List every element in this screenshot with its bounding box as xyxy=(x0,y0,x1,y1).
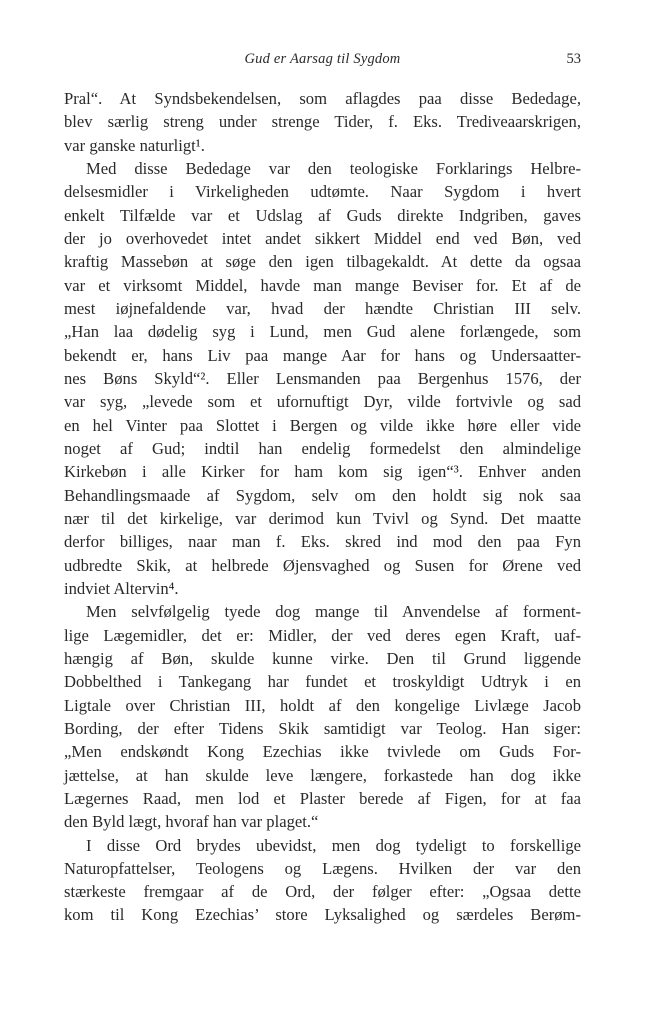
text-line: nes Bøns Skyld“². Eller Lensmanden paa Bergenhus 1576, der xyxy=(64,368,581,388)
text-line: Lægernes Raad, men lod et Plaster berede af Figen, for at faa xyxy=(64,788,581,808)
text-line: „Han laa dødelig syg i Lund, men Gud alene forlængede, som xyxy=(64,322,581,342)
text-line: en hel Vinter paa Slottet i Bergen og vilde ikke høre eller vide xyxy=(64,415,581,435)
text-line: Kirkebøn i alle Kirker for ham kom sig igen“³. Enhver anden xyxy=(64,462,581,482)
text-line: mest iøjnefaldende var, hvad der hændte Christian III selv. xyxy=(64,298,581,318)
text-line: delsesmidler i Virkeligheden udtømte. Naar Sygdom i hvert xyxy=(64,182,581,202)
text-line: der jo overhovedet intet andet sikkert Middel end ved Bøn, ved xyxy=(64,228,581,248)
text-line: stærkeste fremgaar af de Ord, der følger efter: „Ogsaa dette xyxy=(64,882,581,902)
text-line: lige Lægemidler, det er: Midler, der ved deres egen Kraft, uaf- xyxy=(64,625,581,645)
text-line: blev særlig streng under strenge Tider, f. Eks. Trediveaarskrigen, xyxy=(64,112,581,132)
text-line: kraftig Massebøn at søge den igen tilbagekaldt. At dette da ogsaa xyxy=(64,252,581,272)
text-line: noget af Gud; indtil han endelig formedelst den almindelige xyxy=(64,438,581,458)
text-line: „Men endskøndt Kong Ezechias ikke tvivlede om Guds For- xyxy=(64,742,581,762)
text-line: indviet Altervin⁴. xyxy=(64,578,179,598)
text-line: Men selvfølgelig tyede dog mange til Anvendelse af forment- xyxy=(86,602,581,622)
running-head xyxy=(64,51,581,71)
text-line: var syg, „levede som et ufornuftigt Dyr, vilde fortvivle og sad xyxy=(64,392,581,412)
text-line: Dobbelthed i Tankegang har fundet et troskyldigt Udtryk i en xyxy=(64,672,581,692)
page-number: 53 xyxy=(566,51,581,67)
text-line: derfor billiges, naar man f. Eks. skred ind mod den paa Fyn xyxy=(64,532,581,552)
text-line: Behandlingsmaade af Sygdom, selv om den holdt sig nok saa xyxy=(64,485,581,505)
text-line: jættelse, at han skulde leve længere, forkastede han dog ikke xyxy=(64,765,581,785)
text-line: var et virksomt Middel, havde man mange Beviser for. Et af de xyxy=(64,275,581,295)
text-line: Bording, der efter Tidens Skik samtidigt var Teolog. Han siger: xyxy=(64,718,581,738)
text-line: Med disse Bededage var den teologiske Forklarings Helbre- xyxy=(86,158,581,178)
text-line: hængig af Bøn, skulde kunne virke. Den til Grund liggende xyxy=(64,648,581,668)
text-line: var ganske naturligt¹. xyxy=(64,135,205,155)
text-line: enkelt Tilfælde var et Udslag af Guds direkte Indgriben, gaves xyxy=(64,205,581,225)
text-line: kom til Kong Ezechias’ store Lyksalighed og særdeles Berøm- xyxy=(64,905,581,925)
text-line: udbredte Skik, at helbrede Øjensvaghed og Susen for Ørene ved xyxy=(64,555,581,575)
text-line: I disse Ord brydes ubevidst, men dog tydeligt to forskellige xyxy=(86,835,581,855)
text-line: nær til det kirkelige, var derimod kun Tvivl og Synd. Det maatte xyxy=(64,508,581,528)
text-line: Pral“. At Syndsbekendelsen, som aflagdes paa disse Bededage, xyxy=(64,89,581,108)
text-line: Ligtale over Christian III, holdt af den kongelige Livlæge Jacob xyxy=(64,695,581,715)
body-text xyxy=(64,87,581,927)
text-line: Naturopfattelser, Teologens og Lægens. Hvilken der var den xyxy=(64,858,581,878)
running-title: Gud er Aarsag til Sygdom xyxy=(244,51,401,67)
text-line: den Byld lægt, hvoraf han var plaget.“ xyxy=(64,812,319,832)
text-line: bekendt er, hans Liv paa mange Aar for hans og Undersaatter- xyxy=(64,345,581,365)
